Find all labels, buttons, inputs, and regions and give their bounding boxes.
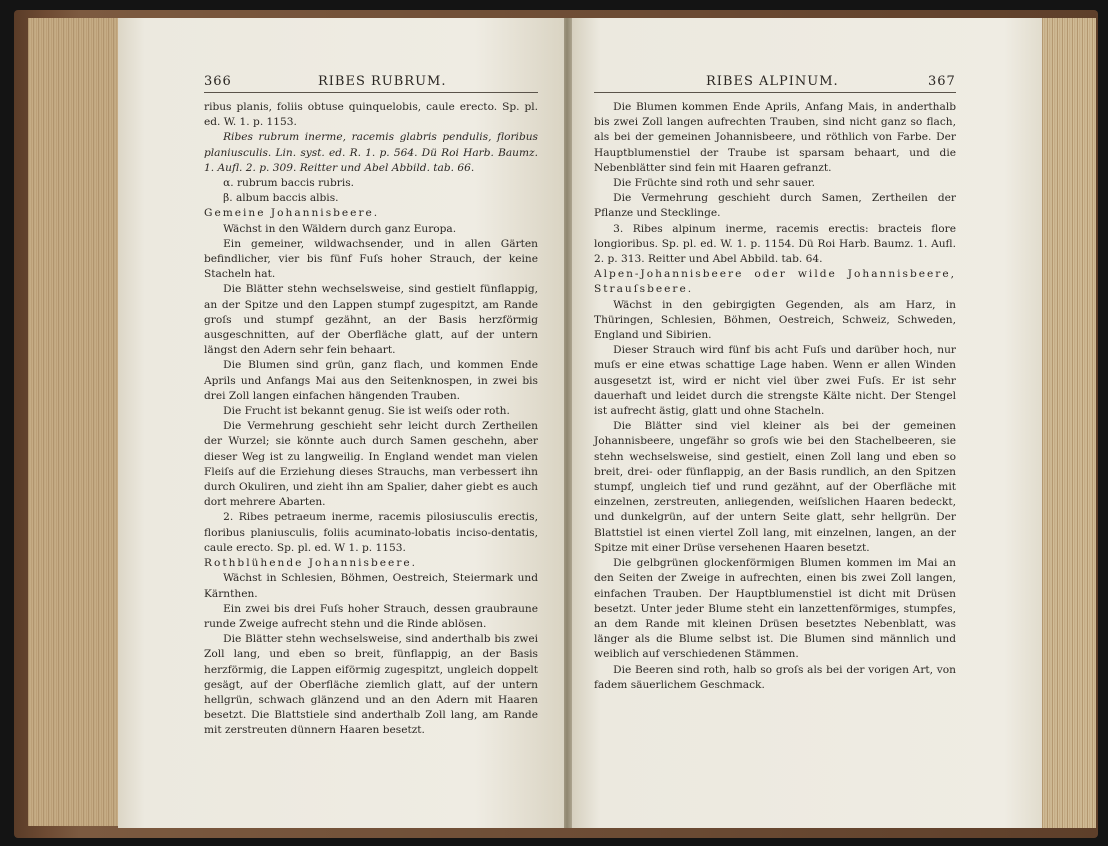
left-page-body [204, 100, 538, 739]
left-page [118, 18, 564, 828]
section-heading: Gemeine Johannisbeere. [204, 207, 380, 220]
page-edges-left [28, 18, 128, 826]
text-line: Die Blumen sind grün, ganz flach, und kommen Ende Aprils und Anfangs Mai aus den Seitenknospen, in zwei bis drei Zoll langen einfachen hängenden Trauben. [204, 359, 538, 402]
text-line: 3. Ribes alpinum inerme, racemis erectis: bracteis flore longioribus. Sp. pl. ed. W. 1. p. 1154. Dü Roi Harb. Baumz. 1. Aufl. 2. p. 313. Reitter und Abel Abbild. tab. 64. [594, 222, 956, 266]
text-line: Die Früchte sind roth und sehr sauer. [613, 177, 816, 190]
right-page [572, 18, 1042, 828]
text-line: Die Blätter sind viel kleiner als bei der gemeinen Johannisbeere, ungefähr so groſs wie bei den Stachelbeeren, sie stehn wechselsweise, sind gestielt, einen Zoll lang und eben so breit, drei- oder fünflappig, an der Basis rundlich, an den Spitzen stumpf, ungleich tief und rund gezähnt, auf der Oberfläche mit einzelnen, zerstreuten, anliegenden, weiſslichen Haaren bedeckt, und dunkelgrün, auf der untern Seite glatt, sehr hellgrün. Der Blattstiel ist einen viertel Zoll lang, mit einzelnen, langen, an der Spitze mit einer Drüse versehenen Haaren besetzt. [594, 420, 956, 554]
text-line: Die Blumen kommen Ende Aprils, Anfang Mais, in anderthalb bis zwei Zoll langen aufrechten Trauben, sind nicht ganz so flach, als bei der gemeinen Johannisbeere, und röthlich von Farbe. Der Hauptblumenstiel der Traube ist sparsam behaart, und die Nebenblätter sind fein mit Haaren gefranzt. [594, 101, 956, 174]
text-line: Ribes rubrum inerme, racemis glabris pendulis, floribus planiusculis. Lin. syst. ed. R. 1. p. 564. Dü Roi Harb. Baumz. 1. Aufl. 2. p. 309. Reitter und Abel Abbild. tab. 66. [204, 131, 538, 174]
text-line: β. album baccis albis. [223, 192, 339, 205]
running-head-right: RIBES ALPINUM. [706, 74, 839, 89]
running-head-left: RIBES RUBRUM. [318, 74, 447, 89]
text-line: α. rubrum baccis rubris. [223, 177, 355, 190]
text-line: Dieser Strauch wird fünf bis acht Fuſs und darüber hoch, nur muſs er eine etwas schattige Lage haben. Wenn er allen Winden ausgesetzt ist, wird er nicht viel über zwei Fuſs. Er ist sehr dauerhaft und leidet durch die strengste Kälte nicht. Der Stengel ist aufrecht ästig, glatt und ohne Stacheln. [594, 344, 956, 418]
text-line: Wächst in den gebirgigten Gegenden, als am Harz, in Thüringen, Schlesien, Böhmen, Oestreich, Schweiz, Schweden, England und Sibirien. [594, 298, 956, 342]
section-heading: Alpen-Johannisbeere oder wilde Johannisbeere, Strauſsbeere. [594, 268, 956, 296]
text-line: Die gelbgrünen glockenförmigen Blumen kommen im Mai an den Seiten der Zweige in aufrechten, einen bis zwei Zoll langen, einfachen Trauben. Der Hauptblumenstiel ist dicht mit Drüsen besetzt. Unter jeder Blume steht ein lanzettenförmiges, stumpfes, an dem Rande mit kleinen Drüsen besetztes Nebenblatt, was länger als die Blume selbst ist. Die Blumen sind männlich und weiblich auf verschiedenen Stämmen. [594, 557, 956, 661]
text-line: Ein gemeiner, wildwachsender, und in allen Gärten befindlicher, vier bis fünf Fuſs hoher Strauch, der keine Stacheln hat. [204, 237, 538, 281]
page-number-left: 366 [204, 74, 232, 89]
section-heading: Rothblühende Johannisbeere. [204, 557, 418, 570]
text-line: Die Vermehrung geschieht sehr leicht durch Zertheilen der Wurzel; sie könnte auch durch Samen geschehn, aber dieser Weg ist zu langweilig. In England wendet man vielen Fleiſs auf die Erziehung dieses Strauchs, man verbessert ihn durch Okuliren, und zieht ihn am Spalier, daher giebt es auch dort mehrere Abarten. [204, 420, 538, 509]
head-rule-right [594, 92, 956, 93]
page-number-right: 367 [928, 74, 956, 89]
right-page-body [594, 100, 956, 693]
text-line: Wächst in den Wäldern durch ganz Europa. [223, 222, 457, 235]
text-line: Die Blätter stehn wechselsweise, sind anderthalb bis zwei Zoll lang, und eben so breit, fünflappig, an der Basis herzförmig, die Lappen eiförmig zugespitzt, ungleich doppelt gesägt, auf der Oberfläche ziemlich glatt, auf der untern hellgrün, schwach glänzend und an den Adern mit Haaren besetzt. Die Blattstiele sind anderthalb Zoll lang, am Rande mit zerstreuten dünnern Haaren besetzt. [204, 633, 538, 737]
text-line: Die Vermehrung geschieht durch Samen, Zertheilen der Pflanze und Stecklinge. [594, 192, 956, 220]
text-line: Die Frucht ist bekannt genug. Sie ist weiſs oder roth. [223, 405, 510, 418]
text-line: Die Beeren sind roth, halb so groſs als bei der vorigen Art, von fadem säuerlichem Geschmack. [594, 663, 956, 691]
text-line: ribus planis, foliis obtuse quinquelobis, caule erecto. Sp. pl. ed. W. 1. p. 1153. [204, 101, 538, 129]
text-line: Ein zwei bis drei Fuſs hoher Strauch, dessen graubraune runde Zweige aufrecht stehn und die Rinde ablösen. [204, 602, 538, 630]
text-line: 2. Ribes petraeum inerme, racemis pilosiusculis erectis, floribus planiusculis, foliis acuminato-lobatis inciso-dentatis, caule erecto. Sp. pl. ed. W 1. p. 1153. [204, 511, 538, 554]
page-edges-right [1038, 18, 1096, 828]
text-line: Die Blätter stehn wechselsweise, sind gestielt fünflappig, an der Spitze und den Lappen stumpf zugespitzt, am Rande groſs und stumpf gezähnt, an der Basis herzförmig ausgeschnitten, auf der Oberfläche glatt, auf der untern längst den Adern sehr fein behaart. [204, 283, 538, 357]
text-line: Wächst in Schlesien, Böhmen, Oestreich, Steiermark und Kärnthen. [204, 572, 538, 600]
head-rule-left [204, 92, 538, 93]
